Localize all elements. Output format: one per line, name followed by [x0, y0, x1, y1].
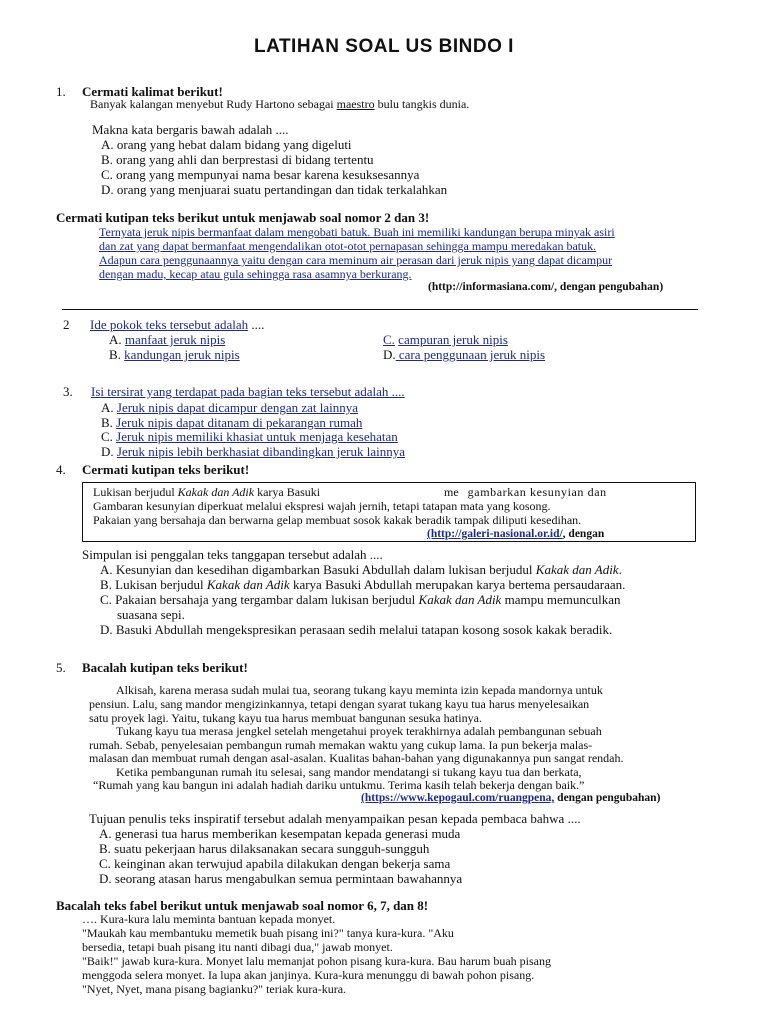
- q2-option-a[interactable]: [109, 332, 225, 347]
- q4-box-source: [427, 527, 604, 542]
- q5-heading: Bacalah kutipan teks berikut!: [82, 660, 248, 675]
- q2-option-a-label: A.: [109, 332, 122, 347]
- q4-box-line-3: Pakaian yang bersahaja dan berwarna gelap membuat sosok kakak beradik tampak diliputi kesedihan.: [93, 513, 582, 527]
- q4-prompt: Simpulan isi penggalan teks tanggapan tersebut adalah ....: [82, 547, 383, 562]
- q3-option-b-label: B.: [101, 415, 113, 430]
- q4-source-tail: , dengan: [562, 528, 605, 540]
- q3-option-c-label: C.: [101, 429, 113, 444]
- q1-prompt: Makna kata bergaris bawah adalah ....: [92, 122, 289, 137]
- passage-23-line: Adapun cara penggunaannya yaitu dengan cara meminum air perasan dari jeruk nipis yang dapat dicampur: [99, 253, 613, 267]
- q4-box-text: karya Basuki: [257, 485, 321, 499]
- q2-question: [90, 317, 264, 332]
- q4-source-link[interactable]: (http://galeri-nasional.or.id/: [427, 528, 563, 540]
- passage-23-line: dengan madu, kecap atau gula sehingga rasa asamnya berkurang.: [99, 267, 412, 281]
- q4-option-b-end: karya Basuki Abdullah merupakan karya bertema persaudaraan.: [289, 577, 626, 592]
- q2-option-b[interactable]: [109, 347, 240, 362]
- q3-option-c-text: Jeruk nipis memiliki khasiat untuk menjaga kesehatan: [116, 429, 398, 444]
- q1-sentence: [90, 97, 469, 112]
- fable-line: "Baik!" jawab kura-kura. Monyet lalu memanjat pohon pisang kura-kura. Bau harum buah pisang: [82, 954, 552, 968]
- q2-option-d-label: D.: [383, 347, 396, 362]
- q4-heading: Cermati kutipan teks berikut!: [82, 462, 250, 477]
- q3-option-d-text: Jeruk nipis lebih berkhasiat dibandingkan jeruk lainnya: [116, 444, 405, 459]
- q4-box-line-2: Gambaran kesunyian diperkuat melalui ekspresi wajah jernih, tetapi tatapan mata yang kosong.: [93, 499, 551, 513]
- q5-option-a[interactable]: A. generasi tua harus memberikan kesempatan kepada generasi muda: [99, 826, 461, 841]
- q4-option-b[interactable]: [100, 577, 625, 592]
- q1-sentence-pre: Banyak kalangan menyebut Rudy Hartono sebagai: [90, 97, 337, 111]
- fable-line: …. Kura-kura lalu meminta bantuan kepada monyet.: [82, 912, 336, 926]
- q4-option-a-title: Kakak dan Adik: [535, 562, 619, 577]
- q3-option-c[interactable]: [101, 429, 398, 444]
- q3-option-a-text: Jeruk nipis dapat dicampur dengan zat lainnya: [116, 400, 359, 415]
- q3-option-b-text: Jeruk nipis dapat ditanam di pekarangan rumah: [116, 415, 363, 430]
- q4-box-painting-title: Kakak dan Adik: [177, 485, 255, 499]
- passage-23-source: (http://informasiana.com/, dengan pengubahan): [428, 281, 664, 293]
- q5-passage-line: “Rumah yang kau bangun ini adalah hadiah dariku untukmu. Terima kasih telah bekerja dengan baik.”: [93, 778, 585, 792]
- q4-option-a-text: A. Kesunyian dan kesedihan digambarkan Basuki Abdullah dalam lukisan berjudul: [100, 562, 536, 577]
- q2-question-text: Ide pokok teks tersebut adalah: [90, 317, 249, 332]
- q4-option-c-text: C. Pakaian bersahaja yang tergambar dalam lukisan berjudul: [100, 592, 419, 607]
- q3-option-d-label: D.: [101, 444, 114, 459]
- q4-box-text: me: [444, 485, 459, 499]
- q4-box-line-1b: [444, 485, 607, 500]
- q5-source: [361, 791, 660, 806]
- q1-number: 1.: [56, 84, 66, 99]
- q5-option-c[interactable]: C. keinginan akan terwujud apabila dilakukan dengan bekerja sama: [99, 856, 451, 871]
- q5-option-b[interactable]: B. suatu pekerjaan harus dilaksanakan secara sungguh-sungguh: [99, 841, 430, 856]
- q1-option-b[interactable]: B. orang yang ahli dan berprestasi di bidang tertentu: [101, 152, 374, 167]
- q2-number: 2: [63, 317, 70, 332]
- q1-underlined-word: maestro: [336, 97, 375, 111]
- q4-option-a[interactable]: [100, 562, 622, 577]
- q5-passage-line: Alkisah, karena merasa sudah mulai tua, seorang tukang kayu meminta izin kepada mandornya untuk: [116, 683, 603, 697]
- q4-box-text: gambarkan kesunyian dan: [467, 485, 607, 499]
- q5-passage-line: pensiun. Lalu, sang mandor mengizinkannya, tetapi dengan syarat tukang kayu tua harus menyelesaikan: [89, 697, 590, 711]
- q4-box-text: Lukisan berjudul: [93, 485, 175, 499]
- q2-option-d[interactable]: [383, 347, 545, 362]
- q4-option-c-continued: suasana sepi.: [117, 607, 185, 622]
- q5-passage-line: malasan dan membuat rumah dengan asal-asalan. Kualitas bahan-bahan yang digunakannya pun sangat rendah.: [89, 751, 624, 765]
- q1-option-c[interactable]: C. orang yang mempunyai nama besar karena kesuksesannya: [101, 167, 420, 182]
- q3-option-a-label: A.: [101, 400, 114, 415]
- fable-line: "Maukah kau membantuku memetik buah pisang ini?" tanya kura-kura. "Aku: [82, 926, 454, 940]
- passage-23-line: Ternyata jeruk nipis bermanfaat dalam mengobati batuk. Buah ini memiliki kandungan berupa minyak asiri: [99, 225, 615, 239]
- fable-line: bersedia, tetapi buah pisang itu nanti dibagi dua," jawab monyet.: [82, 940, 393, 954]
- q4-option-c[interactable]: [100, 592, 620, 607]
- passage-23-line: dan zat yang dapat bermanfaat mengendalikan otot-otot pernapasan sehingga mampu meredakan batuk.: [99, 239, 597, 253]
- q4-number: 4.: [56, 462, 66, 477]
- q4-option-c-title: Kakak dan Adik: [418, 592, 502, 607]
- divider-line: [62, 309, 698, 310]
- q2-option-a-text: manfaat jeruk nipis: [124, 332, 226, 347]
- q2-option-c-text: campuran jeruk nipis: [398, 332, 508, 347]
- q5-passage-line: Ketika pembangunan rumah itu selesai, sang mandor mendatangi si tukang kayu tua dan berkata,: [116, 765, 582, 779]
- q3-question: Isi tersirat yang terdapat pada bagian teks tersebut adalah ....: [91, 384, 405, 399]
- q1-sentence-post: bulu tangkis dunia.: [374, 97, 470, 111]
- q3-option-b[interactable]: [101, 415, 362, 430]
- fable-heading: Bacalah teks fabel berikut untuk menjawab soal nomor 6, 7, dan 8!: [56, 898, 429, 913]
- q1-option-a[interactable]: A. orang yang hebat dalam bidang yang digeluti: [101, 137, 352, 152]
- q2-option-c[interactable]: [383, 332, 508, 347]
- q5-passage-line: rumah. Sebab, penyelesaian pembangun rumah memakan waktu yang cukup lama. Ia pun bekerja malas-: [89, 738, 593, 752]
- q2-option-b-label: B.: [109, 347, 121, 362]
- q5-passage-line: satu proyek lagi. Yaitu, tukang kayu tua harus membuat bangunan sesuka hatinya.: [89, 711, 482, 725]
- page-title: LATIHAN SOAL US BINDO I: [254, 36, 514, 57]
- q4-option-d[interactable]: D. Basuki Abdullah mengekspresikan perasaan sedih melalui tatapan kosong sosok kakak beradik.: [100, 622, 613, 637]
- q4-option-b-text: B. Lukisan berjudul: [100, 577, 207, 592]
- q2-question-ellipsis: ....: [248, 317, 265, 332]
- q5-source-link[interactable]: (https://www.kepogaul.com/ruangpena,: [361, 792, 555, 804]
- q4-option-b-title: Kakak dan Adik: [206, 577, 290, 592]
- q1-option-d[interactable]: D. orang yang menjuarai suatu pertandingan dan tidak terkalahkan: [101, 182, 448, 197]
- q5-number: 5.: [56, 660, 66, 675]
- q2-option-d-text: cara penggunaan jeruk nipis: [395, 347, 546, 362]
- q3-option-d[interactable]: [101, 444, 405, 459]
- q4-option-a-end: .: [618, 562, 622, 577]
- q5-passage-line: Tukang kayu tua merasa jengkel setelah mengetahui proyek terakhirnya adalah pembangunan sebuah: [116, 724, 602, 738]
- fable-line: menggoda selera monyet. Ia lupa akan janjinya. Kura-kura menunggu di bawah pohon pisang.: [82, 968, 535, 982]
- fable-line: "Nyet, Nyet, mana pisang bagianku?" teriak kura-kura.: [82, 982, 347, 996]
- q3-option-a[interactable]: [101, 400, 358, 415]
- q2-option-c-label: C.: [383, 332, 395, 347]
- q4-box-line-1a: [93, 485, 320, 500]
- q3-number: 3.: [63, 384, 73, 399]
- q4-option-c-end: mampu memunculkan: [501, 592, 621, 607]
- q2-option-b-text: kandungan jeruk nipis: [124, 347, 240, 362]
- q1-heading: Cermati kalimat berikut!: [82, 84, 223, 99]
- q5-prompt: Tujuan penulis teks inspiratif tersebut adalah menyampaikan pesan kepada pembaca bahwa ....: [89, 811, 581, 826]
- q5-source-tail: dengan pengubahan): [554, 792, 661, 804]
- q5-option-d[interactable]: D. seorang atasan harus mengabulkan semua permintaan bawahannya: [99, 871, 463, 886]
- passage-23-heading: Cermati kutipan teks berikut untuk menjawab soal nomor 2 dan 3!: [56, 210, 430, 225]
